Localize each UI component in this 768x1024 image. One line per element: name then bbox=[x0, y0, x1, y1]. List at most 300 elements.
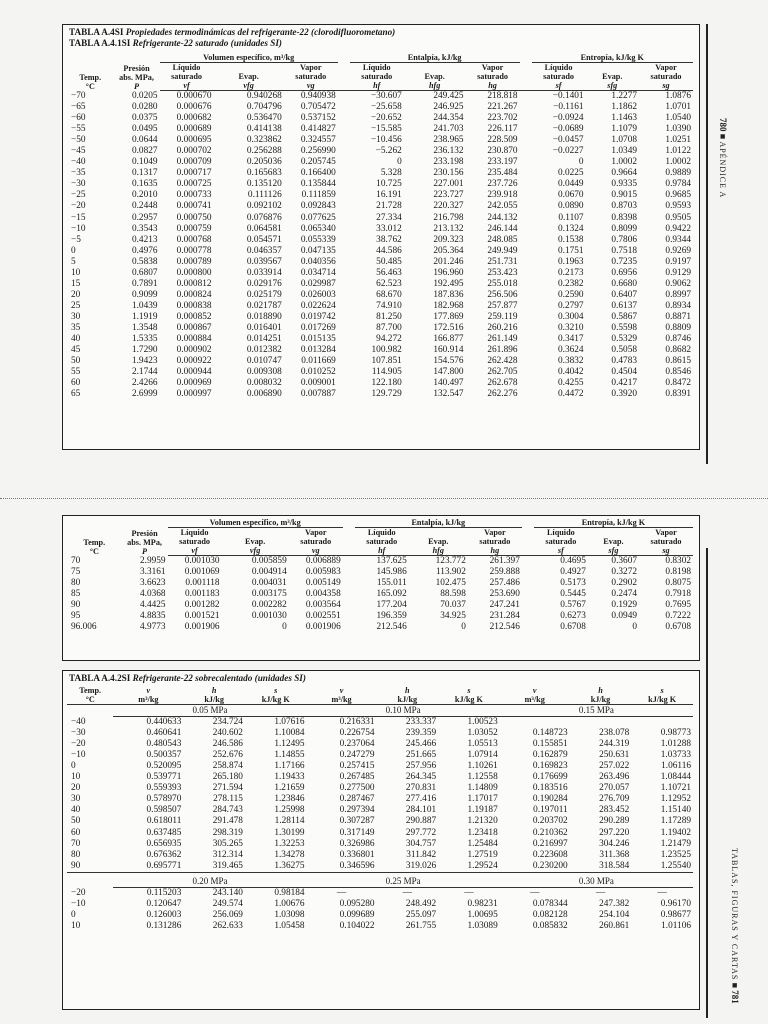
table-cell: 0.029176 bbox=[246, 278, 282, 289]
table-cell: 0.018890 bbox=[246, 311, 282, 322]
table-cell: 0.001906 bbox=[305, 622, 341, 633]
table-cell: 21.728 bbox=[376, 201, 402, 212]
table-cell: 233.337 bbox=[405, 717, 437, 728]
table-cell: — bbox=[336, 887, 347, 898]
table-cell: 0.190284 bbox=[532, 794, 568, 805]
table-cell: 240.602 bbox=[212, 728, 243, 739]
table-cell: 1.17166 bbox=[274, 761, 305, 772]
table-cell: 0.480543 bbox=[146, 739, 182, 750]
table-cell: 102.475 bbox=[435, 578, 466, 589]
table-cell: 0.099689 bbox=[339, 909, 375, 920]
table-cell: 0.010252 bbox=[300, 367, 336, 378]
table-cell: 0.940938 bbox=[300, 91, 336, 101]
table-cell: 0.3624 bbox=[557, 345, 584, 356]
sym-hfg: hfg bbox=[404, 81, 466, 91]
table-cell: 0.4695 bbox=[560, 556, 586, 566]
table-cell: −30.607 bbox=[370, 91, 402, 101]
table-cell: 1.34278 bbox=[274, 849, 305, 860]
table-cell: 1.0390 bbox=[665, 124, 691, 135]
table-cell: 0.5445 bbox=[560, 589, 586, 600]
table-cell: 0.000759 bbox=[176, 223, 212, 234]
table-cell: 0.7235 bbox=[611, 256, 637, 267]
hdr-vap: Vapor saturado bbox=[295, 63, 327, 81]
table-cell: 312.314 bbox=[212, 849, 243, 860]
table-row bbox=[67, 257, 693, 268]
table-cell: 0.025179 bbox=[246, 289, 282, 300]
table-cell: 212.546 bbox=[489, 622, 520, 633]
table-cell: — bbox=[530, 887, 540, 898]
table-cell: 257.877 bbox=[487, 300, 518, 311]
table-cell: 0.054571 bbox=[246, 234, 282, 245]
table-cell: 0.5598 bbox=[611, 322, 637, 333]
table-row bbox=[67, 290, 693, 301]
table-cell: 254.104 bbox=[599, 909, 630, 920]
table-cell: 0.7891 bbox=[131, 278, 158, 289]
table-cell: 1.23525 bbox=[660, 849, 691, 860]
table-cell: 205.364 bbox=[433, 245, 464, 256]
table-cell: 263.496 bbox=[599, 772, 630, 783]
table-cell: 0.317149 bbox=[339, 827, 375, 838]
table-cell: 122.180 bbox=[371, 378, 402, 389]
table-cell: 0.003175 bbox=[251, 589, 287, 600]
group-enthalpy: Entalpía, kJ/kg bbox=[355, 518, 522, 528]
col-h: h kJ/kg bbox=[570, 686, 632, 705]
table-row bbox=[67, 772, 693, 783]
table-cell: 0 bbox=[71, 909, 76, 920]
table-cell: 0.000725 bbox=[176, 179, 212, 190]
table-cell: −40 bbox=[71, 157, 86, 168]
table-cell: 0.237064 bbox=[339, 739, 375, 750]
table-cell: 256.069 bbox=[212, 909, 243, 920]
col-temp: Temp. °C bbox=[67, 686, 113, 705]
table-cell: 0.169823 bbox=[532, 761, 568, 772]
table-cell: 252.676 bbox=[212, 750, 243, 761]
table-cell: 0.000741 bbox=[176, 201, 212, 212]
col-v: v m³/kg bbox=[113, 686, 183, 705]
group-entropy: Entropía, kJ/kg K bbox=[532, 53, 693, 63]
table-cell: 1.17017 bbox=[467, 794, 498, 805]
table-cell: 291.478 bbox=[212, 816, 243, 827]
table-cell: 0.8871 bbox=[665, 311, 691, 322]
table-row bbox=[67, 246, 693, 257]
table-cell: 0.111126 bbox=[247, 190, 282, 201]
table-cell: 0.277500 bbox=[339, 783, 375, 794]
table-cell: 2.6999 bbox=[131, 389, 158, 400]
table-cell: 0.96170 bbox=[660, 898, 691, 909]
table-cell: — bbox=[657, 887, 667, 898]
table-cell: 262.276 bbox=[487, 389, 518, 400]
table-row bbox=[67, 367, 693, 378]
table-cell: 1.21320 bbox=[467, 816, 498, 827]
table-cell: 0.040356 bbox=[300, 256, 336, 267]
table-cell: 0.148723 bbox=[532, 728, 568, 739]
table-cell: 0.9664 bbox=[611, 168, 637, 179]
table-row bbox=[67, 235, 693, 246]
table-cell: 155.011 bbox=[376, 578, 407, 589]
table-cell: 20 bbox=[71, 783, 81, 794]
table-cell: 258.874 bbox=[212, 761, 243, 772]
table-cell: 154.576 bbox=[433, 356, 464, 367]
table-cell: 0.085832 bbox=[532, 920, 568, 931]
table-cell: 10 bbox=[71, 920, 81, 931]
table-cell: −0.1161 bbox=[553, 102, 584, 113]
table-cell: 233.197 bbox=[487, 157, 518, 168]
table-cell: 0.022624 bbox=[300, 300, 336, 311]
table-cell: 65 bbox=[71, 389, 81, 400]
table-cell: 230.156 bbox=[433, 168, 464, 179]
side-page-number-781: TABLAS, FIGURAS Y CARTAS ■ 781 bbox=[730, 848, 740, 1004]
table-cell: 0.216997 bbox=[532, 838, 568, 849]
table-row bbox=[67, 389, 693, 400]
table-cell: 264.345 bbox=[405, 772, 437, 783]
table-cell: 0.5173 bbox=[560, 578, 586, 589]
table-cell: 0.000702 bbox=[176, 146, 212, 157]
table-cell: 0.013284 bbox=[300, 345, 336, 356]
table-cell: 0.8099 bbox=[611, 223, 637, 234]
table-cell: 0.247279 bbox=[339, 750, 375, 761]
table-cell: 129.729 bbox=[371, 389, 402, 400]
table-cell: 0.000717 bbox=[176, 168, 212, 179]
table-cell: 0.016401 bbox=[246, 322, 282, 333]
table-cell: −45 bbox=[71, 146, 86, 157]
table-cell: 0.000709 bbox=[176, 157, 212, 168]
table-cell: 0.002282 bbox=[251, 600, 287, 611]
table-cell: 74.910 bbox=[376, 300, 402, 311]
table-cell: 1.21479 bbox=[660, 838, 691, 849]
table-cell: 35 bbox=[71, 322, 81, 333]
table-row bbox=[67, 190, 693, 201]
col-pressure: Presión abs. MPa, P bbox=[119, 63, 154, 91]
table-cell: 213.132 bbox=[433, 223, 464, 234]
table-cell: 0.216331 bbox=[339, 717, 375, 728]
table-cell: −30 bbox=[71, 179, 86, 190]
table-cell: 1.29524 bbox=[467, 860, 498, 871]
table-cell: 0.004358 bbox=[305, 589, 341, 600]
table-cell: 1.1919 bbox=[131, 311, 158, 322]
table-cell: 172.516 bbox=[433, 322, 464, 333]
table-cell: 0.000852 bbox=[176, 311, 212, 322]
table-cell: 1.07616 bbox=[274, 717, 305, 728]
table-cell: 209.323 bbox=[433, 234, 464, 245]
table-cell: 278.115 bbox=[213, 794, 243, 805]
table-row bbox=[67, 899, 693, 910]
table-cell: 0.007887 bbox=[300, 389, 336, 400]
table-cell: 0.000922 bbox=[176, 356, 212, 367]
table-cell: 1.1463 bbox=[611, 113, 637, 124]
pressure-label: 0.15 MPa bbox=[500, 705, 693, 717]
table-cell: 160.914 bbox=[433, 345, 464, 356]
table-cell: 0.1324 bbox=[557, 223, 584, 234]
table-cell: 132.547 bbox=[433, 389, 464, 400]
table-cell: 40 bbox=[71, 805, 81, 816]
table-cell: 100.982 bbox=[371, 345, 402, 356]
hdr-vap: Vapor saturado bbox=[477, 63, 509, 81]
table-cell: 0.223608 bbox=[532, 849, 568, 860]
table-cell: 0.559393 bbox=[146, 783, 182, 794]
table-cell: 0.065340 bbox=[300, 223, 336, 234]
table-cell bbox=[500, 717, 570, 729]
table-cell: 1.19433 bbox=[274, 772, 305, 783]
table-cell bbox=[570, 717, 632, 729]
table-cell: 253.690 bbox=[489, 589, 520, 600]
table-cell: 88.598 bbox=[440, 589, 466, 600]
table-cell: 10.725 bbox=[376, 179, 402, 190]
table-cell: 0.2957 bbox=[131, 212, 158, 223]
sym-hf: hf bbox=[350, 81, 404, 91]
table-cell: 1.36275 bbox=[274, 860, 305, 871]
table-cell: 0.000768 bbox=[176, 234, 212, 245]
table-cell: 0 bbox=[632, 622, 637, 633]
table-cell: 56.463 bbox=[376, 267, 402, 278]
table-cell: 0.8809 bbox=[665, 322, 691, 333]
table-cell: −10.456 bbox=[370, 135, 402, 146]
table-cell: 70.037 bbox=[440, 600, 466, 611]
table-cell: −25 bbox=[71, 190, 86, 201]
table-cell: 0.6708 bbox=[560, 622, 586, 633]
table-row bbox=[67, 783, 693, 794]
table-cell: 277.416 bbox=[405, 794, 437, 805]
table-cell: 0.3832 bbox=[557, 356, 584, 367]
table-cell: 0.6708 bbox=[665, 622, 691, 633]
table-cell: 0.001906 bbox=[184, 622, 220, 633]
table-cell: 0.440633 bbox=[146, 717, 182, 728]
table-cell: 0.287467 bbox=[339, 794, 375, 805]
table-cell: 0.4504 bbox=[611, 367, 637, 378]
table-cell: 123.772 bbox=[435, 556, 466, 566]
table-cell: 0.000789 bbox=[176, 256, 212, 267]
table-cell: 0.307287 bbox=[339, 816, 375, 827]
table-cell: 0.205036 bbox=[246, 157, 282, 168]
table-cell: 0.6273 bbox=[560, 611, 586, 622]
hdr-liq: Líquido saturado bbox=[179, 528, 211, 546]
table-cell: 0.0644 bbox=[131, 135, 158, 146]
table-cell: 3.3161 bbox=[139, 567, 166, 578]
hdr-evap: Evap. bbox=[245, 537, 266, 546]
table-cell: 3.6623 bbox=[139, 578, 166, 589]
table-cell: 1.00676 bbox=[274, 898, 305, 909]
table-cell: 0.3210 bbox=[557, 322, 584, 333]
table-cell: 0.414827 bbox=[300, 124, 336, 135]
table-cell: 0.001030 bbox=[184, 556, 220, 566]
table-cell: 0 bbox=[461, 622, 466, 633]
table-cell: 1.7290 bbox=[131, 345, 158, 356]
table-cell: 0.3417 bbox=[557, 334, 584, 345]
table-row bbox=[67, 910, 693, 921]
table-cell: 251.731 bbox=[487, 256, 518, 267]
table-row bbox=[67, 345, 693, 356]
table-cell: 237.726 bbox=[487, 179, 518, 190]
table-cell: 0.009001 bbox=[300, 378, 336, 389]
table-cell: 4.0368 bbox=[139, 589, 166, 600]
table-cell: 0.000944 bbox=[176, 367, 212, 378]
table-cell: 0.0495 bbox=[131, 124, 158, 135]
table-cell: 1.12495 bbox=[274, 739, 305, 750]
table-cell: 1.0876 bbox=[665, 91, 691, 101]
table-cell: −10 bbox=[71, 750, 86, 761]
table-cell: 0.520095 bbox=[146, 761, 182, 772]
table-cell: 305.265 bbox=[212, 838, 243, 849]
table-cell: 238.078 bbox=[599, 728, 630, 739]
table-cell: 0.005859 bbox=[251, 556, 287, 566]
table-cell: 4.4425 bbox=[139, 600, 166, 611]
table-cell: 0.5058 bbox=[611, 345, 637, 356]
table-cell: 0.9422 bbox=[665, 223, 691, 234]
table-cell: 249.949 bbox=[487, 245, 518, 256]
table-cell: 231.284 bbox=[489, 611, 520, 622]
table-cell: 261.896 bbox=[487, 345, 518, 356]
sym-sg: sg bbox=[639, 81, 693, 91]
table-cell: 1.10721 bbox=[660, 783, 691, 794]
table-cell: 235.484 bbox=[487, 168, 518, 179]
hdr-liq: Líquido saturado bbox=[361, 63, 393, 81]
table-cell: 304.757 bbox=[405, 838, 437, 849]
col-v: v m³/kg bbox=[307, 686, 377, 705]
table-cell: 0.000902 bbox=[176, 345, 212, 356]
table-cell: −60 bbox=[71, 113, 86, 124]
table-cell: 0.6807 bbox=[131, 267, 158, 278]
table-cell: 60 bbox=[71, 827, 81, 838]
col-h: h kJ/kg bbox=[183, 686, 245, 705]
table-row bbox=[67, 91, 693, 103]
side-page-number-780: 780 ■ APÉNDICE A bbox=[718, 118, 728, 199]
table-row bbox=[67, 567, 693, 578]
table-cell: 0.2590 bbox=[557, 289, 584, 300]
table-cell: 85 bbox=[71, 589, 81, 600]
table-cell: 0.000800 bbox=[176, 267, 212, 278]
table-cell: 60 bbox=[71, 378, 81, 389]
table-cell: 1.01288 bbox=[660, 739, 691, 750]
table-cell: 1.0540 bbox=[665, 113, 691, 124]
table-cell: 1.27519 bbox=[467, 849, 498, 860]
table-cell: 0.297394 bbox=[339, 805, 375, 816]
table-cell: 0.656935 bbox=[146, 838, 182, 849]
table-cell: 0.005983 bbox=[305, 567, 341, 578]
table-cell: 1.21659 bbox=[274, 783, 305, 794]
table-cell: 227.001 bbox=[433, 179, 464, 190]
table-cell: 0.2173 bbox=[557, 267, 584, 278]
table-cell: 238.965 bbox=[433, 135, 464, 146]
table-cell: 0.9015 bbox=[611, 190, 637, 201]
table-cell: 228.509 bbox=[487, 135, 518, 146]
table-row bbox=[67, 157, 693, 168]
table-cell: 0.033914 bbox=[246, 267, 282, 278]
table-cell: −15.585 bbox=[370, 124, 402, 135]
table-cell: 1.05513 bbox=[467, 739, 498, 750]
table-cell: 1.07914 bbox=[467, 750, 498, 761]
table-cell: 0.256990 bbox=[300, 146, 336, 157]
table-cell: 270.831 bbox=[405, 783, 437, 794]
col-v: v m³/kg bbox=[500, 686, 570, 705]
table-cell: 0.226754 bbox=[339, 728, 375, 739]
table-cell: 0.014251 bbox=[246, 334, 282, 345]
table-cell: 1.0708 bbox=[611, 135, 637, 146]
table-cell: 1.1079 bbox=[611, 124, 637, 135]
table-cell: 0.637485 bbox=[146, 827, 182, 838]
table-cell: 247.241 bbox=[489, 600, 520, 611]
table-cell: 0.000969 bbox=[176, 378, 212, 389]
table-cell: 0.1635 bbox=[131, 179, 158, 190]
table-cell: 1.19187 bbox=[467, 805, 498, 816]
table-cell: 244.354 bbox=[433, 113, 464, 124]
table-cell: 284.101 bbox=[405, 805, 437, 816]
table-row bbox=[67, 761, 693, 772]
table-cell: 1.23418 bbox=[467, 827, 498, 838]
table-cell: 192.495 bbox=[433, 278, 464, 289]
col-temp: Temp. °C bbox=[79, 72, 102, 91]
table-cell: 1.03089 bbox=[467, 920, 498, 931]
table-cell: 290.289 bbox=[599, 816, 630, 827]
table-cell: 1.2277 bbox=[611, 91, 637, 101]
table-cell: 147.800 bbox=[433, 367, 464, 378]
table-cell: 283.452 bbox=[599, 805, 630, 816]
table-cell: 259.888 bbox=[489, 567, 520, 578]
table-cell: −0.0227 bbox=[552, 146, 584, 157]
table-cell: 0.015135 bbox=[300, 334, 336, 345]
table-cell: 0.8398 bbox=[611, 212, 637, 223]
table-cell: 253.423 bbox=[487, 267, 518, 278]
table-cell: 319.026 bbox=[405, 860, 437, 871]
table-cell: 27.334 bbox=[376, 212, 402, 223]
table-cell: 40 bbox=[71, 334, 81, 345]
table-cell: 0.047135 bbox=[300, 245, 336, 256]
sym-vf: vf bbox=[168, 546, 222, 556]
table-cell: 0.536470 bbox=[246, 113, 282, 124]
sym-vf: vf bbox=[160, 81, 214, 91]
table-cell: 257.486 bbox=[489, 578, 520, 589]
table-cell: 0.1107 bbox=[558, 212, 584, 223]
table-cell: 0.203702 bbox=[532, 816, 568, 827]
table-cell: 0.082128 bbox=[532, 909, 568, 920]
table-cell: 0.021787 bbox=[246, 300, 282, 311]
col-h: h kJ/kg bbox=[377, 686, 439, 705]
margin-rule-top bbox=[706, 24, 708, 464]
table-cell: 0.5767 bbox=[560, 600, 586, 611]
table-cell: 1.19402 bbox=[660, 827, 691, 838]
table-cell: 0.004914 bbox=[251, 567, 287, 578]
table-cell: 0.98231 bbox=[467, 898, 498, 909]
table-cell: 1.12558 bbox=[467, 772, 498, 783]
table-cell: 177.204 bbox=[376, 600, 407, 611]
table-cell: 0.9197 bbox=[665, 256, 691, 267]
table-cell: 226.117 bbox=[487, 124, 518, 135]
pressure-label: 0.10 MPa bbox=[307, 705, 500, 717]
table-cell: 239.918 bbox=[487, 190, 518, 201]
table-row bbox=[67, 323, 693, 334]
table-cell: 0.076876 bbox=[246, 212, 282, 223]
table-cell: 1.17289 bbox=[660, 816, 691, 827]
table-cell: 0.166400 bbox=[300, 168, 336, 179]
table-cell: 1.1862 bbox=[611, 102, 637, 113]
table-cell: 1.0349 bbox=[611, 146, 637, 157]
table-cell: 236.132 bbox=[433, 146, 464, 157]
table-cell: 216.798 bbox=[433, 212, 464, 223]
table-cell: 247.382 bbox=[599, 898, 630, 909]
table-cell: 140.497 bbox=[433, 378, 464, 389]
table-cell: 0.001118 bbox=[185, 578, 220, 589]
table-cell: 1.28114 bbox=[274, 816, 305, 827]
table-cell: 1.0251 bbox=[665, 135, 691, 146]
table-cell: 0.98773 bbox=[660, 728, 691, 739]
table-cell: 0.695771 bbox=[146, 860, 182, 871]
hdr-liq: Líquido saturado bbox=[366, 528, 398, 546]
saturated-table-panel-1 bbox=[62, 24, 700, 450]
table-cell: 0.012382 bbox=[246, 345, 282, 356]
table-row bbox=[67, 224, 693, 235]
table-cell: 1.0439 bbox=[131, 300, 158, 311]
table-cell: 15 bbox=[71, 278, 81, 289]
margin-rule-bottom bbox=[706, 548, 708, 1018]
table-cell: 30 bbox=[71, 794, 81, 805]
